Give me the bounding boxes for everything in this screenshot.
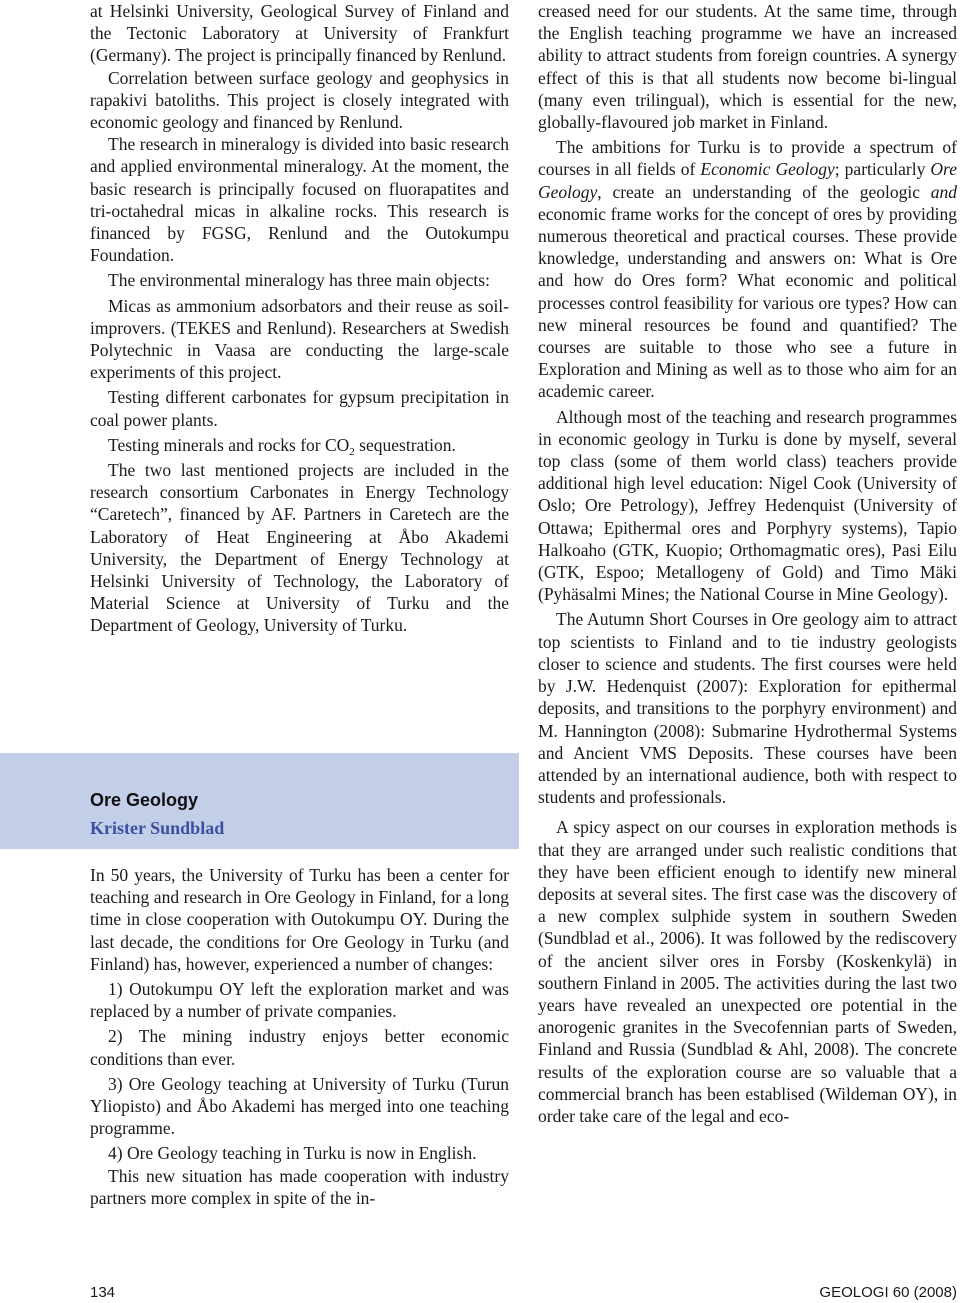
left-column-bottom: [90, 864, 509, 1209]
paragraph: The environmental mineralogy has three main objects:: [108, 270, 490, 291]
list-item: 3) Ore Geology teaching at University of Turku (Turun Yliopisto) and Åbo Akademi has merged into one teaching programme.: [90, 1073, 509, 1139]
text-run: , create an understanding of the geologic: [597, 181, 931, 202]
paragraph-co2: [90, 434, 509, 456]
journal-footer: GEOLOGI 60 (2008): [819, 1284, 957, 1301]
text-run: The ambitions for Turku is to provide a spectrum of courses in all fields of: [538, 137, 957, 180]
paragraph: This new situation has made cooperation with industry partners more complex in spite of the in-: [90, 1165, 509, 1208]
co2-subscript: 2: [349, 445, 355, 458]
right-column: [538, 0, 957, 1127]
paragraph: Correlation between surface geology and geophysics in rapakivi batoliths. This project is closely integrated with economic geology and financed by Renlund.: [90, 67, 509, 133]
paragraph: [538, 136, 957, 402]
section-heading: Ore Geology: [90, 790, 199, 810]
text-run: ; particularly: [834, 159, 931, 180]
section-header-box: [0, 753, 519, 849]
paragraph: Although most of the teaching and research programmes in economic geology in Turku is done by myself, several top class (some of them world class) teachers provide additional high level education: Nigel Cook (University of Oslo; Ore Petrology), Jeffrey Hedenquist (University of Ottawa; Epithermal ores and Porphyry systems), Tapio Halkoaho (GTK, Kuopio; Orthomagmatic ores), Pasi Eilu (GTK, Espoo; Metallogeny of Gold) and Timo Mäki (Pyhäsalmi Mines; the National Course in Mine Geology).: [538, 406, 957, 605]
co2-text-end: sequestration.: [354, 434, 456, 455]
page-number: 134: [90, 1284, 116, 1301]
paragraph: creased need for our students. At the same time, through the English teaching programme we have an increased ability to attract students from foreign countries. A synergy effect of this is that all students now become bi-lingual (many even trilingual), which is essential for the new, globally-flavoured job market in Finland.: [538, 1, 957, 133]
paragraph: Micas as ammonium adsorbators and their reuse as soil-improvers. (TEKES and Renlund). Researchers at Swedish Polytechnic in Vaasa are conducting the large-scale experiments of this project.: [90, 295, 509, 383]
text-run: economic frame works for the concept of ores by providing numerous theoretical and practical courses. These provide knowledge, understanding and answers on: What is Ore and how do Ores form? What economic and political processes control feasibility for various ore types? How can new mineral resources be found and quantified? The courses are suitable to those who see a future in Exploration and Mining as well as to those who aim for an academic career.: [538, 203, 957, 402]
left-column-top: [90, 0, 509, 637]
list-item: 4) Ore Geology teaching in Turku is now in English.: [108, 1143, 477, 1164]
emphasis: Ore Geology: [538, 159, 957, 202]
paragraph: The two last mentioned projects are included in the research consortium Carbonates in Energy Technology “Caretech”, financed by AF. Partners in Caretech are the Laboratory of Heat Engineering at Åbo Akademi University, the Department of Energy Technology at Helsinki University of Technology, the Laboratory of Material Science at University of Turku and the Department of Geology, University of Turku.: [90, 460, 509, 636]
paragraph: In 50 years, the University of Turku has been a center for teaching and research in Ore Geology in Finland, for a long time in close cooperation with Outokumpu OY. During the last decade, the conditions for Ore Geology in Turku (and Finland) has, however, experienced a number of changes:: [90, 865, 509, 974]
list-item: 1) Outokumpu OY left the exploration market and was replaced by a number of private companies.: [90, 979, 509, 1022]
emphasis: and: [930, 181, 957, 202]
paragraph: The Autumn Short Courses in Ore geology aim to attract top scientists to Finland and to tie industry geologists closer to science and students. The first courses were held by J.W. Hedenquist (2007): Exploration for epithermal deposits, and transitions to the porphyry environment) and M. Hannington (2008): Submarine Hydrothermal Systems and Ancient VMS Deposits. These courses have been attended by an international audience, both with respect to students and professionals.: [538, 609, 957, 808]
section-author: Krister Sundblad: [90, 818, 225, 838]
paragraph: A spicy aspect on our courses in exploration methods is that they are arranged under such realistic conditions that they have been efficient enough to identify new mineral deposits at several sites. The first case was the discovery of a new complex sulphide system in southern Sweden (Sundblad et al., 2006). It was followed by the rediscovery of the ancient silver ores in Forsby (Koskenkylä) in southern Finland in 2005. The activities during the last two years have revealed an unexpected ore potential in the anorogenic granites in the Svecofennian parts of Sweden, Finland and Russia (Sundblad & Ahl, 2008). The concrete results of the exploration course are so valuable that a commercial branch has been establised (Wildeman OY), in order take care of the legal and eco-: [538, 817, 957, 1126]
list-item: 2) The mining industry enjoys better economic conditions than ever.: [90, 1026, 509, 1069]
emphasis: Economic Geology: [700, 159, 835, 180]
paragraph: at Helsinki University, Geological Survey of Finland and the Tectonic Laboratory at University of Frankfurt (Germany). The project is principally financed by Renlund.: [90, 1, 509, 66]
paragraph: Testing different carbonates for gypsum precipitation in coal power plants.: [90, 387, 509, 430]
co2-text: Testing minerals and rocks for CO: [108, 434, 350, 455]
paragraph: The research in mineralogy is divided into basic research and applied environmental mineralogy. At the moment, the basic research is principally focused on fluorapatites and tri-octahedral micas in alkaline rocks. This research is financed by FGSG, Renlund and the Outokumpu Foundation.: [90, 134, 509, 266]
